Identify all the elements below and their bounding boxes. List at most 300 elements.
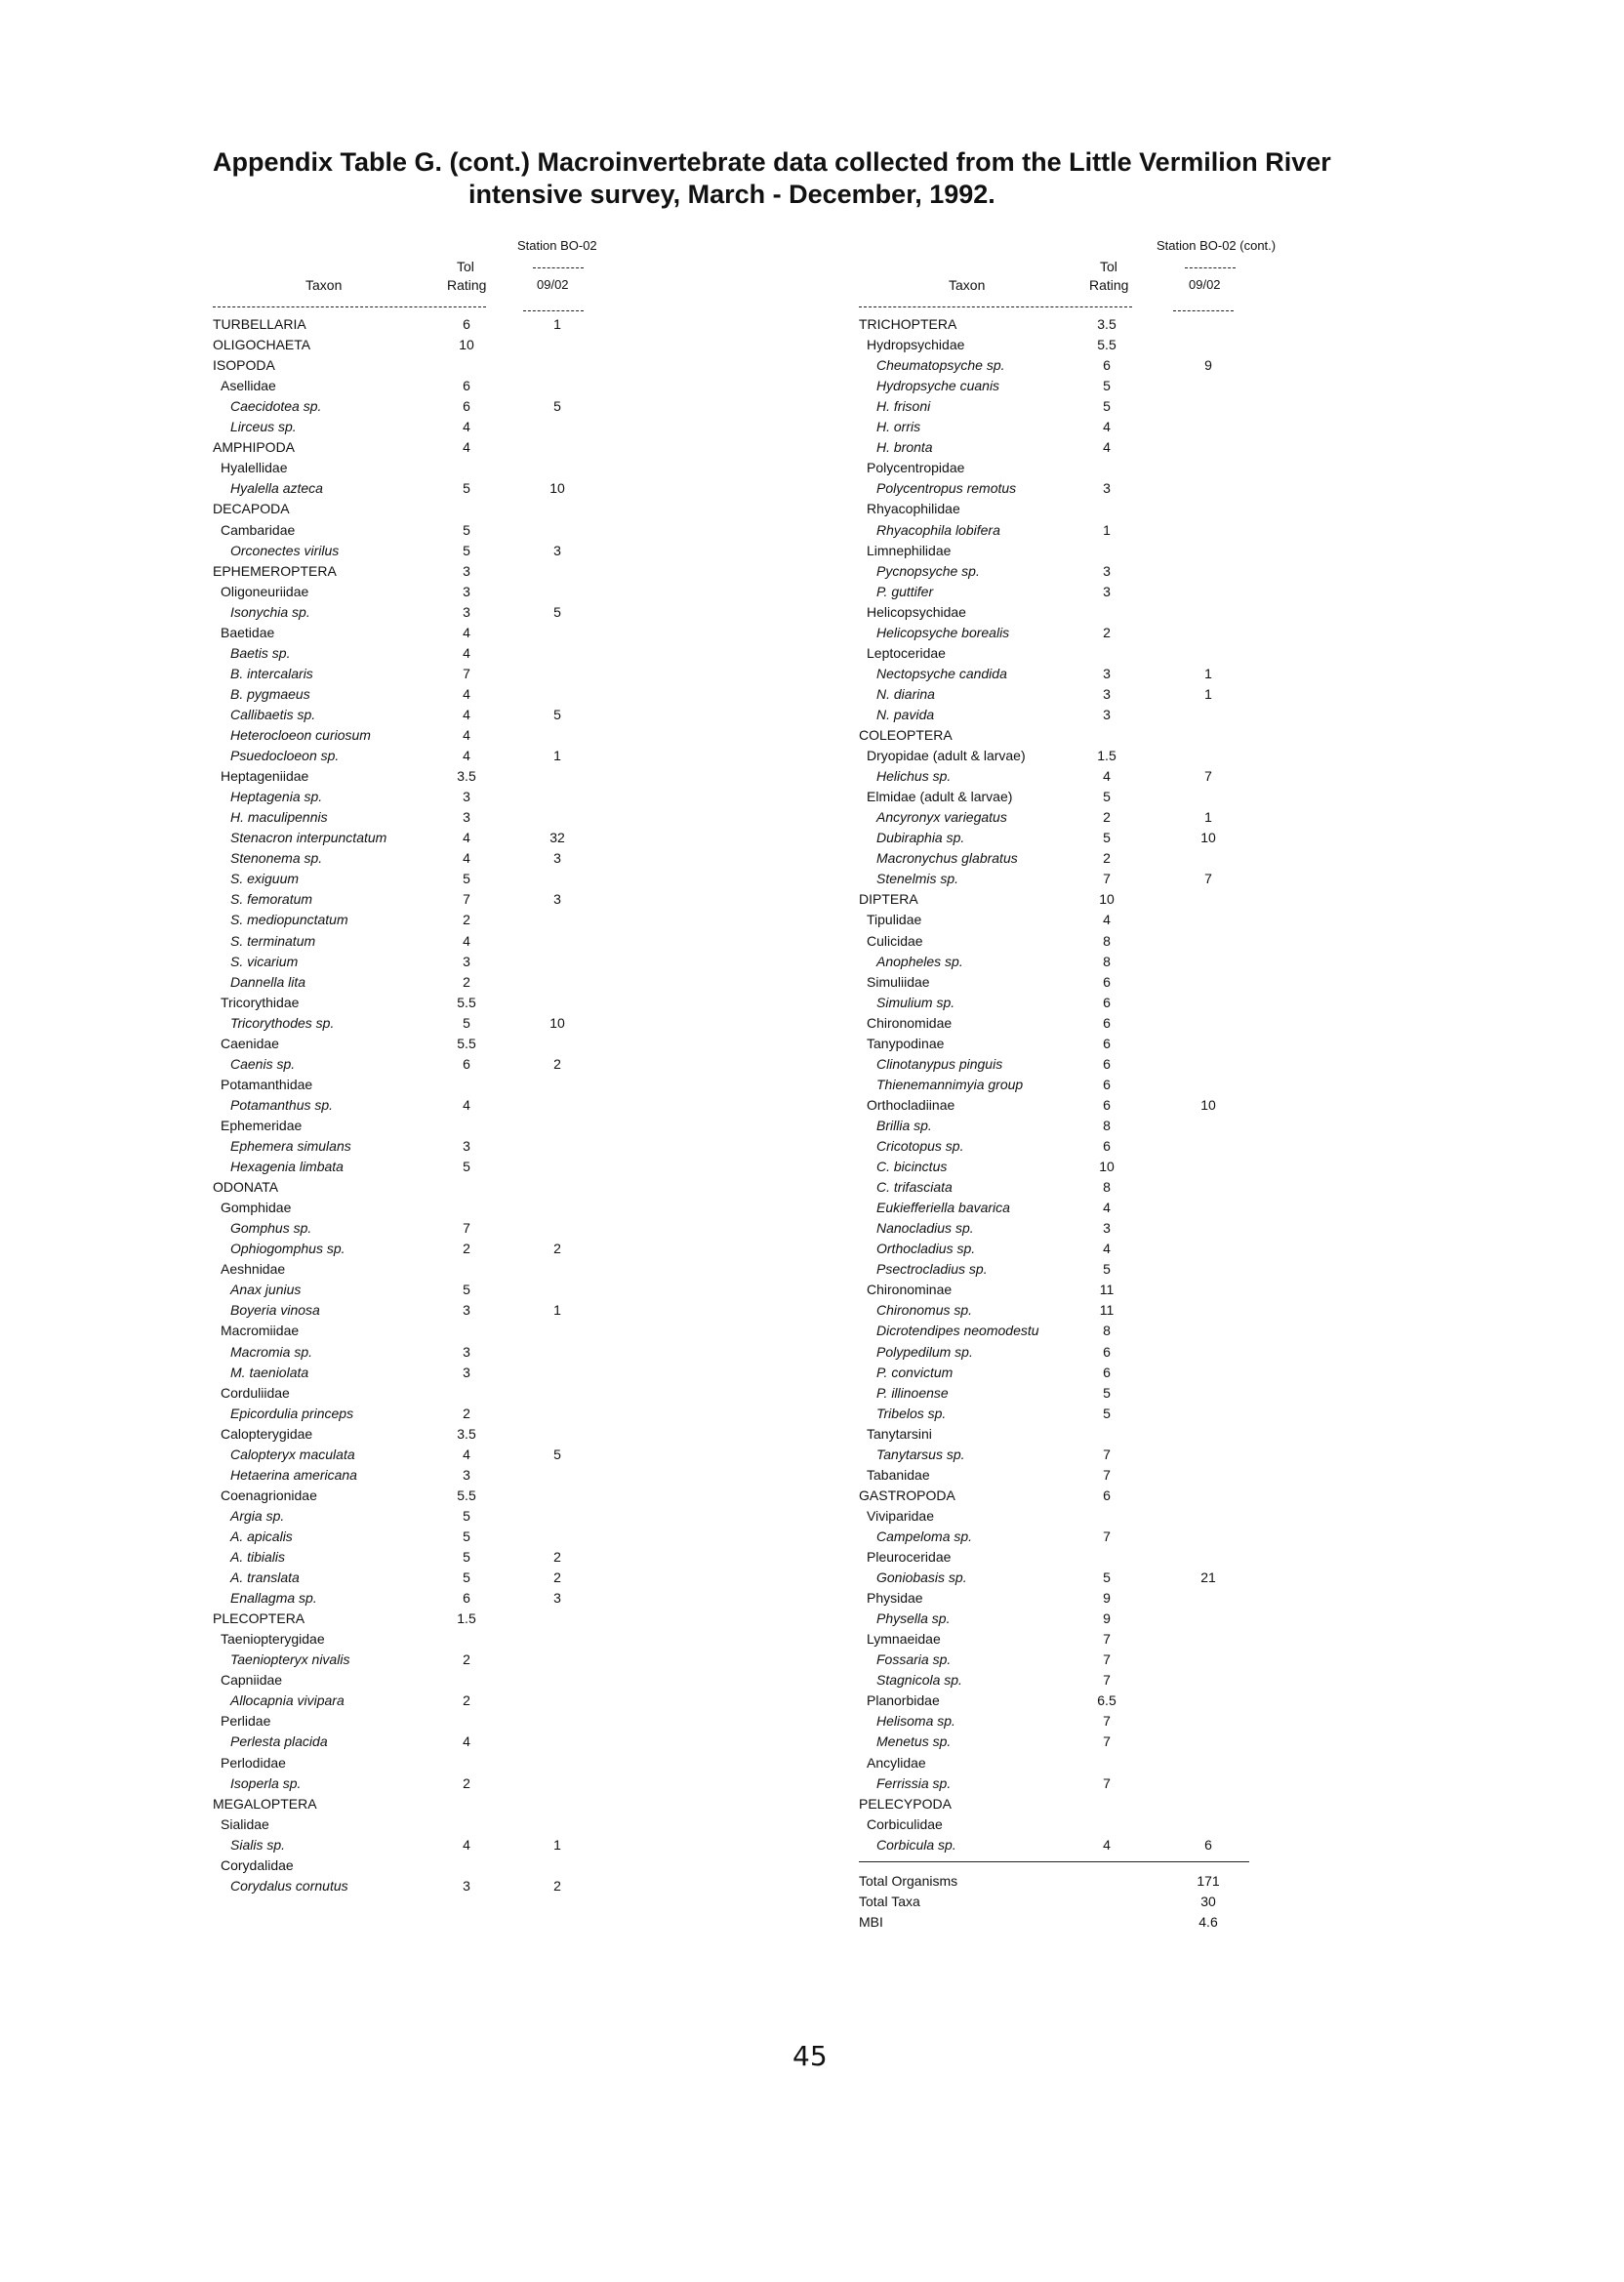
tol-rating: 5 bbox=[1103, 1384, 1111, 1401]
tol-rating: 6 bbox=[1103, 1076, 1111, 1092]
table-row bbox=[859, 1200, 1269, 1220]
taxon-name: Lirceus sp. bbox=[230, 419, 297, 435]
tol-rating: 5 bbox=[463, 542, 470, 558]
table-row bbox=[213, 871, 623, 891]
tol-rating: 3 bbox=[463, 603, 470, 620]
station-label: Station BO-02 (cont.) bbox=[1157, 238, 1277, 253]
taxon-name: Nectopsyche candida bbox=[876, 665, 1007, 681]
tol-rating: 5 bbox=[463, 1159, 470, 1175]
taxon-name: Ancylidae bbox=[867, 1754, 926, 1771]
taxon-name: S. vicarium bbox=[230, 953, 299, 969]
table-row bbox=[859, 1467, 1269, 1487]
table-row bbox=[859, 748, 1269, 768]
taxon-name: Epicordulia princeps bbox=[230, 1405, 354, 1421]
table-row bbox=[213, 604, 623, 625]
table-row bbox=[859, 1569, 1269, 1590]
taxon-name: Asellidae bbox=[221, 378, 276, 394]
tol-rating: 3 bbox=[1103, 665, 1111, 681]
taxon-name: A. tibialis bbox=[230, 1549, 286, 1565]
totals-rule bbox=[859, 1861, 1249, 1862]
table-row bbox=[213, 1406, 623, 1426]
taxon-name: Chironomus sp. bbox=[876, 1302, 973, 1319]
table-row bbox=[213, 522, 623, 543]
taxon-name: Tanytarsini bbox=[867, 1425, 932, 1442]
taxon-name: Psectrocladius sp. bbox=[876, 1261, 988, 1278]
taxon-name: Polycentropus remotus bbox=[876, 480, 1017, 497]
table-row bbox=[213, 707, 623, 727]
table-row bbox=[213, 563, 623, 584]
tol-rating: 7 bbox=[463, 891, 470, 908]
table-row bbox=[213, 1837, 623, 1857]
tol-rating: 5 bbox=[463, 1569, 470, 1586]
table-row bbox=[213, 1692, 623, 1713]
table-row bbox=[213, 1508, 623, 1528]
taxon-name: Ephemeridae bbox=[221, 1117, 303, 1133]
tol-rating: 8 bbox=[1103, 1323, 1111, 1339]
table-row bbox=[859, 1036, 1269, 1056]
count-value: 6 bbox=[1204, 1836, 1212, 1853]
taxon-name: PELECYPODA bbox=[859, 1795, 952, 1812]
table-row bbox=[859, 789, 1269, 809]
table-row bbox=[213, 727, 623, 748]
tol-rating: 10 bbox=[1099, 1159, 1115, 1175]
table-row bbox=[213, 1755, 623, 1775]
taxon-name: N. diarina bbox=[876, 685, 935, 702]
taxon-name: Simulium sp. bbox=[876, 994, 955, 1010]
tol-rating: 6.5 bbox=[1097, 1692, 1116, 1709]
tol-rating: 5 bbox=[1103, 830, 1111, 846]
taxon-name: Enallagma sp. bbox=[230, 1590, 317, 1607]
table-row bbox=[213, 974, 623, 995]
tol-rating: 3.5 bbox=[1097, 316, 1116, 332]
table-row bbox=[213, 1569, 623, 1590]
taxon-name: Rhyacophila lobifera bbox=[876, 521, 1000, 538]
totals-value: 171 bbox=[1197, 1872, 1220, 1889]
tol-rating: 7 bbox=[1103, 1713, 1111, 1730]
taxon-name: Calopterygidae bbox=[221, 1425, 313, 1442]
tol-rating: 3 bbox=[463, 583, 470, 599]
table-row bbox=[213, 1549, 623, 1569]
tol-rating: 4 bbox=[463, 685, 470, 702]
tol-rating: 5.5 bbox=[457, 1035, 476, 1051]
table-row bbox=[859, 1713, 1269, 1733]
left-table bbox=[213, 234, 642, 1894]
count-value: 3 bbox=[553, 542, 561, 558]
taxon-name: Tricorythidae bbox=[221, 994, 300, 1010]
header-rule bbox=[213, 306, 486, 307]
taxon-name: Corbiculidae bbox=[867, 1815, 943, 1832]
count-value: 1 bbox=[553, 316, 561, 332]
totals-row bbox=[859, 1914, 1269, 1935]
taxon-name: P. guttifer bbox=[876, 583, 934, 599]
tol-rating: 1.5 bbox=[457, 1610, 476, 1627]
tol-rating: 4 bbox=[463, 830, 470, 846]
table-row bbox=[859, 1077, 1269, 1097]
taxon-name: Chironomidae bbox=[867, 1014, 953, 1031]
table-row bbox=[859, 1426, 1269, 1447]
table-row bbox=[213, 1713, 623, 1733]
taxon-name: Sialis sp. bbox=[230, 1836, 286, 1853]
tol-rating: 3 bbox=[463, 1138, 470, 1154]
taxon-name: Caenidae bbox=[221, 1035, 279, 1051]
table-row bbox=[859, 563, 1269, 584]
tol-rating: 2 bbox=[463, 912, 470, 928]
tol-rating: 4 bbox=[463, 624, 470, 640]
taxon-name: Potamanthus sp. bbox=[230, 1096, 334, 1113]
taxon-name: Perlesta placida bbox=[230, 1733, 328, 1750]
tol-rating: 6 bbox=[463, 378, 470, 394]
page-number: 45 bbox=[792, 2040, 828, 2072]
tol-rating: 2 bbox=[463, 1405, 470, 1421]
taxon-name: Corydalidae bbox=[221, 1856, 294, 1873]
taxon-name: Argia sp. bbox=[230, 1507, 285, 1524]
taxon-name: Orthocladiinae bbox=[867, 1096, 955, 1113]
tol-rating: 3 bbox=[1103, 583, 1111, 599]
tol-rating: 4 bbox=[1103, 1836, 1111, 1853]
table-row bbox=[213, 1282, 623, 1302]
taxon-name: Stenacron interpunctatum bbox=[230, 830, 387, 846]
count-value: 1 bbox=[1204, 809, 1212, 826]
taxon-name: A. translata bbox=[230, 1569, 300, 1586]
table-row bbox=[859, 1282, 1269, 1302]
tol-rating: 6 bbox=[1103, 1343, 1111, 1360]
tol-rating: 5 bbox=[1103, 789, 1111, 805]
table-row bbox=[213, 439, 623, 460]
taxon-name: Hydropsychidae bbox=[867, 337, 965, 353]
tol-rating: 5 bbox=[463, 1014, 470, 1031]
table-row bbox=[859, 954, 1269, 974]
tol-rating: 4 bbox=[463, 1733, 470, 1750]
taxon-name: Hyalellidae bbox=[221, 460, 288, 476]
table-row bbox=[859, 1796, 1269, 1816]
taxon-name: Stagnicola sp. bbox=[876, 1672, 962, 1689]
tol-rating: 8 bbox=[1103, 953, 1111, 969]
tol-rating: 3 bbox=[463, 1302, 470, 1319]
table-row bbox=[213, 398, 623, 419]
taxon-name: Physella sp. bbox=[876, 1610, 951, 1627]
count-value: 9 bbox=[1204, 357, 1212, 374]
date-header: 09/02 bbox=[537, 277, 569, 292]
taxon-name: Nanocladius sp. bbox=[876, 1220, 974, 1237]
tol-rating: 4 bbox=[463, 419, 470, 435]
count-value: 10 bbox=[1200, 830, 1216, 846]
taxon-name: Orconectes virilus bbox=[230, 542, 340, 558]
page-title bbox=[213, 146, 1442, 211]
table-row bbox=[859, 1406, 1269, 1426]
tol-rating: 2 bbox=[463, 1692, 470, 1709]
table-row bbox=[859, 316, 1269, 337]
taxon-name: Psuedocloeon sp. bbox=[230, 748, 340, 764]
tol-rating: 6 bbox=[463, 1590, 470, 1607]
taxon-name: Brillia sp. bbox=[876, 1117, 932, 1133]
table-row bbox=[859, 995, 1269, 1015]
header-rule-date bbox=[523, 310, 584, 311]
taxon-name: EPHEMEROPTERA bbox=[213, 562, 337, 579]
tol-rating: 7 bbox=[1103, 1446, 1111, 1462]
tol-rating: 7 bbox=[463, 1220, 470, 1237]
right-table bbox=[859, 234, 1308, 1930]
table-row bbox=[859, 1241, 1269, 1261]
table-row bbox=[213, 1344, 623, 1365]
count-value: 2 bbox=[553, 1877, 561, 1894]
tol-rating: 7 bbox=[1103, 1733, 1111, 1750]
taxon-name: Isonychia sp. bbox=[230, 603, 310, 620]
taxon-name: AMPHIPODA bbox=[213, 439, 296, 456]
tol-rating: 7 bbox=[1103, 1466, 1111, 1483]
taxon-name: Allocapnia vivipara bbox=[230, 1692, 345, 1709]
table-row bbox=[213, 337, 623, 357]
table-row bbox=[213, 645, 623, 666]
taxon-name: Clinotanypus pinguis bbox=[876, 1055, 1003, 1072]
taxon-header: Taxon bbox=[305, 277, 343, 293]
table-row bbox=[213, 1426, 623, 1447]
table-row bbox=[213, 501, 623, 521]
table-row bbox=[859, 1220, 1269, 1241]
right-table-header bbox=[859, 234, 1308, 305]
tol-rating: 6 bbox=[1103, 357, 1111, 374]
date-header: 09/02 bbox=[1189, 277, 1221, 292]
table-row bbox=[859, 460, 1269, 480]
table-row bbox=[213, 1631, 623, 1651]
taxon-name: Hydropsyche cuanis bbox=[876, 378, 1000, 394]
tol-rating: 6 bbox=[1103, 1014, 1111, 1031]
taxon-name: H. frisoni bbox=[876, 398, 931, 415]
table-row bbox=[213, 1323, 623, 1343]
table-row bbox=[859, 1385, 1269, 1406]
taxon-name: Pycnopsyche sp. bbox=[876, 562, 980, 579]
taxon-name: S. exiguum bbox=[230, 871, 300, 887]
table-row bbox=[859, 584, 1269, 604]
table-row bbox=[213, 1447, 623, 1467]
table-row bbox=[213, 1036, 623, 1056]
taxon-name: C. trifasciata bbox=[876, 1179, 953, 1196]
table-row bbox=[859, 666, 1269, 686]
table-row bbox=[213, 912, 623, 932]
table-row bbox=[859, 1365, 1269, 1385]
taxon-name: ISOPODA bbox=[213, 357, 275, 374]
tol-rating: 6 bbox=[1103, 1035, 1111, 1051]
taxon-name: Corbicula sp. bbox=[876, 1836, 956, 1853]
table-row bbox=[213, 1672, 623, 1692]
taxon-name: Helisoma sp. bbox=[876, 1713, 955, 1730]
table-row bbox=[213, 1056, 623, 1077]
table-row bbox=[859, 1590, 1269, 1610]
tol-rating: 3.5 bbox=[457, 1425, 476, 1442]
taxon-name: Lymnaeidae bbox=[867, 1631, 941, 1648]
tol-rating: 3 bbox=[463, 789, 470, 805]
table-row bbox=[213, 830, 623, 850]
taxon-name: Coenagrionidae bbox=[221, 1487, 317, 1503]
table-row bbox=[859, 912, 1269, 932]
taxon-name: Corduliidae bbox=[221, 1384, 290, 1401]
table-row bbox=[213, 891, 623, 912]
taxon-name: Menetus sp. bbox=[876, 1733, 952, 1750]
table-row bbox=[859, 707, 1269, 727]
count-value: 21 bbox=[1200, 1569, 1216, 1586]
tol-rating: 4 bbox=[1103, 1241, 1111, 1257]
taxon-name: Perlidae bbox=[221, 1713, 271, 1730]
taxon-name: H. maculipennis bbox=[230, 809, 328, 826]
table-row bbox=[213, 1200, 623, 1220]
tol-rating: 11 bbox=[1099, 1302, 1115, 1319]
station-divider bbox=[533, 267, 584, 268]
left-table-header bbox=[213, 234, 642, 305]
taxon-name: TURBELLARIA bbox=[213, 316, 306, 332]
taxon-name: Dubiraphia sp. bbox=[876, 830, 965, 846]
tol-rating: 3 bbox=[1103, 562, 1111, 579]
table-row bbox=[859, 1447, 1269, 1467]
tol-rating: 7 bbox=[463, 665, 470, 681]
taxon-name: Physidae bbox=[867, 1590, 923, 1607]
tol-rating: 3 bbox=[463, 1466, 470, 1483]
count-value: 2 bbox=[553, 1549, 561, 1565]
table-row bbox=[213, 480, 623, 501]
tol-rating: 5 bbox=[463, 1282, 470, 1298]
table-row bbox=[859, 1651, 1269, 1672]
totals-row bbox=[859, 1894, 1269, 1914]
tol-rating: 4 bbox=[1103, 419, 1111, 435]
count-value: 5 bbox=[553, 1446, 561, 1462]
tol-rating: 5 bbox=[463, 521, 470, 538]
taxon-name: Limnephilidae bbox=[867, 542, 952, 558]
count-value: 1 bbox=[553, 1836, 561, 1853]
tol-rating: 6 bbox=[1103, 1487, 1111, 1503]
tol-rating: 4 bbox=[463, 748, 470, 764]
count-value: 10 bbox=[549, 1014, 565, 1031]
count-value: 2 bbox=[553, 1569, 561, 1586]
table-row bbox=[859, 1138, 1269, 1159]
table-row bbox=[859, 419, 1269, 439]
taxon-name: Campeloma sp. bbox=[876, 1528, 973, 1544]
taxon-name: B. pygmaeus bbox=[230, 685, 310, 702]
table-row bbox=[213, 1138, 623, 1159]
tol-rating: 4 bbox=[1103, 768, 1111, 785]
table-row bbox=[859, 604, 1269, 625]
taxon-name: Gomphidae bbox=[221, 1200, 292, 1216]
tol-rating: 4 bbox=[463, 706, 470, 722]
taxon-name: Oligoneuriidae bbox=[221, 583, 309, 599]
table-row bbox=[859, 501, 1269, 521]
totals-value: 4.6 bbox=[1198, 1913, 1218, 1930]
taxon-name: PLECOPTERA bbox=[213, 1610, 305, 1627]
taxon-name: Macronychus glabratus bbox=[876, 850, 1018, 867]
taxon-name: Tabanidae bbox=[867, 1466, 930, 1483]
tol-rating: 5 bbox=[463, 1549, 470, 1565]
table-row bbox=[213, 666, 623, 686]
table-row bbox=[859, 1179, 1269, 1200]
taxon-name: Boyeria vinosa bbox=[230, 1302, 320, 1319]
table-row bbox=[859, 1837, 1269, 1857]
table-row bbox=[859, 871, 1269, 891]
table-row bbox=[859, 337, 1269, 357]
taxon-name: OLIGOCHAETA bbox=[213, 337, 311, 353]
table-row bbox=[859, 686, 1269, 707]
tol-rating: 9 bbox=[1103, 1610, 1111, 1627]
taxon-name: Tribelos sp. bbox=[876, 1405, 947, 1421]
tol-rating: 5 bbox=[1103, 1569, 1111, 1586]
taxon-name: Anopheles sp. bbox=[876, 953, 963, 969]
taxon-name: Potamanthidae bbox=[221, 1076, 313, 1092]
table-row bbox=[859, 480, 1269, 501]
tol-rating: 2 bbox=[463, 973, 470, 990]
title-line-1: Appendix Table G. (cont.) Macroinvertebrate data collected from the Little Vermilion River bbox=[213, 147, 1331, 177]
taxon-name: Tricorythodes sp. bbox=[230, 1014, 335, 1031]
taxon-name: Hyalella azteca bbox=[230, 480, 323, 497]
count-value: 5 bbox=[553, 398, 561, 415]
tol-rating: 2 bbox=[1103, 624, 1111, 640]
tol-rating: 3 bbox=[1103, 1220, 1111, 1237]
taxon-name: B. intercalaris bbox=[230, 665, 313, 681]
tol-rating: 3.5 bbox=[457, 768, 476, 785]
tol-rating: 4 bbox=[463, 727, 470, 743]
tol-rating: 7 bbox=[1103, 871, 1111, 887]
tol-label: Tol bbox=[457, 259, 474, 274]
taxon-name: Dryopidae (adult & larvae) bbox=[867, 748, 1026, 764]
tol-label: Tol bbox=[1100, 259, 1117, 274]
taxon-name: Helichus sp. bbox=[876, 768, 952, 785]
table-row bbox=[859, 1508, 1269, 1528]
tol-rating: 6 bbox=[463, 316, 470, 332]
taxon-name: H. orris bbox=[876, 419, 921, 435]
taxon-name: Polycentropidae bbox=[867, 460, 965, 476]
taxon-name: GASTROPODA bbox=[859, 1487, 955, 1503]
tol-rating: 3 bbox=[463, 953, 470, 969]
taxon-name: Cambaridae bbox=[221, 521, 296, 538]
table-row bbox=[213, 1528, 623, 1549]
taxon-name: DIPTERA bbox=[859, 891, 918, 908]
tol-rating: 2 bbox=[1103, 850, 1111, 867]
tol-rating: 3 bbox=[463, 1364, 470, 1380]
table-row bbox=[859, 1323, 1269, 1343]
tol-rating: 3 bbox=[1103, 480, 1111, 497]
table-row bbox=[859, 1610, 1269, 1631]
table-row bbox=[213, 1775, 623, 1796]
count-value: 3 bbox=[553, 1590, 561, 1607]
totals-label: Total Taxa bbox=[859, 1893, 920, 1909]
taxon-name: Aeshnidae bbox=[221, 1261, 286, 1278]
tol-rating: 10 bbox=[1099, 891, 1115, 908]
tol-rating: 6 bbox=[1103, 1364, 1111, 1380]
table-row bbox=[213, 1220, 623, 1241]
taxon-name: Heptageniidae bbox=[221, 768, 309, 785]
taxon-name: Baetidae bbox=[221, 624, 275, 640]
taxon-name: Heptagenia sp. bbox=[230, 789, 323, 805]
taxon-name: Ophiogomphus sp. bbox=[230, 1241, 345, 1257]
table-row bbox=[213, 1878, 623, 1898]
taxon-name: M. taeniolata bbox=[230, 1364, 309, 1380]
count-value: 10 bbox=[1200, 1096, 1216, 1113]
rating-label: Rating bbox=[447, 277, 487, 293]
table-row bbox=[213, 1467, 623, 1487]
table-row bbox=[213, 1796, 623, 1816]
taxon-name: Sialidae bbox=[221, 1815, 269, 1832]
taxon-name: ODONATA bbox=[213, 1179, 279, 1196]
table-row bbox=[859, 1097, 1269, 1118]
taxon-name: Eukiefferiella bavarica bbox=[876, 1200, 1010, 1216]
tol-rating: 6 bbox=[463, 398, 470, 415]
tol-rating: 5.5 bbox=[457, 1487, 476, 1503]
table-row bbox=[859, 625, 1269, 645]
table-row bbox=[213, 1651, 623, 1672]
table-row bbox=[213, 748, 623, 768]
tol-rating: 2 bbox=[1103, 809, 1111, 826]
taxon-name: N. pavida bbox=[876, 706, 935, 722]
tol-rating: 5 bbox=[1103, 1405, 1111, 1421]
table-row bbox=[213, 584, 623, 604]
table-row bbox=[859, 1344, 1269, 1365]
taxon-name: Rhyacophilidae bbox=[867, 501, 960, 517]
count-value: 1 bbox=[1204, 665, 1212, 681]
